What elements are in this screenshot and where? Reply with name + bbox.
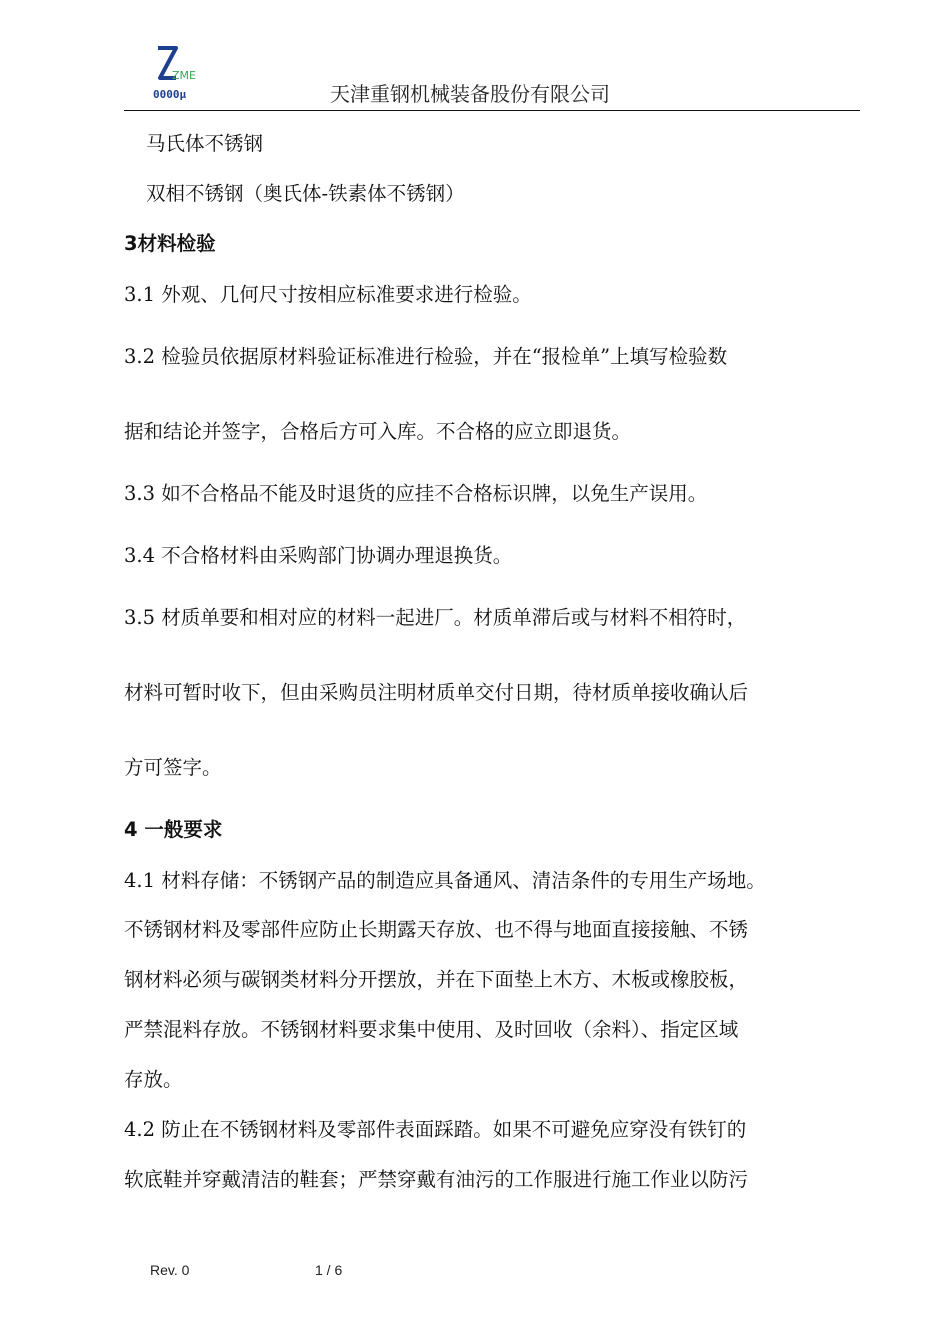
section-heading-3: 3材料检验 bbox=[124, 232, 216, 255]
paragraph-line: 存放。 bbox=[124, 1068, 183, 1091]
paragraph-line: 据和结论并签字，合格后方可入库。不合格的应立即退货。 bbox=[124, 420, 632, 443]
footer-page-number: 1 / 6 bbox=[315, 1262, 343, 1278]
company-logo bbox=[152, 44, 202, 100]
paragraph-line: 3.4 不合格材料由采购部门协调办理退换货。 bbox=[124, 544, 513, 567]
paragraph-line: 材料可暂时收下，但由采购员注明材质单交付日期，待材质单接收确认后 bbox=[124, 681, 749, 704]
paragraph-line: 马氏体不锈钢 bbox=[146, 132, 264, 155]
paragraph-line: 4.1 材料存储：不锈钢产品的制造应具备通风、清洁条件的专用生产场地。 bbox=[124, 869, 766, 892]
paragraph-line: 3.1 外观、几何尺寸按相应标准要求进行检验。 bbox=[124, 283, 532, 306]
paragraph-line: 3.3 如不合格品不能及时退货的应挂不合格标识牌，以免生产误用。 bbox=[124, 482, 708, 505]
company-name: 天津重钢机械装备股份有限公司 bbox=[330, 82, 610, 106]
paragraph-line: 软底鞋并穿戴清洁的鞋套；严禁穿戴有油污的工作服进行施工作业以防污 bbox=[124, 1168, 749, 1191]
paragraph-line: 方可签字。 bbox=[124, 756, 222, 779]
paragraph-line: 不锈钢材料及零部件应防止长期露天存放、也不得与地面直接接触、不锈 bbox=[124, 918, 749, 941]
paragraph-line: 3.5 材质单要和相对应的材料一起进厂。材质单滞后或与材料不相符时， bbox=[124, 606, 747, 629]
paragraph-line: 严禁混料存放。不锈钢材料要求集中使用、及时回收（余料）、指定区域 bbox=[124, 1018, 739, 1041]
footer-revision: Rev. 0 bbox=[150, 1262, 190, 1278]
paragraph-line: 钢材料必须与碳钢类材料分开摆放，并在下面垫上木方、木板或橡胶板， bbox=[124, 968, 749, 991]
logo-subtext: 0000μ bbox=[153, 88, 187, 100]
paragraph-line: 双相不锈钢（奥氏体-铁素体不锈钢） bbox=[146, 182, 465, 205]
header-divider bbox=[124, 110, 860, 111]
paragraph-line: 3.2 检验员依据原材料验证标准进行检验，并在“报检单”上填写检验数 bbox=[124, 345, 728, 368]
paragraph-line: 4.2 防止在不锈钢材料及零部件表面踩踏。如果不可避免应穿没有铁钉的 bbox=[124, 1118, 747, 1141]
logo-text: ZME bbox=[172, 69, 196, 82]
section-heading-4: 4 一般要求 bbox=[124, 818, 223, 841]
